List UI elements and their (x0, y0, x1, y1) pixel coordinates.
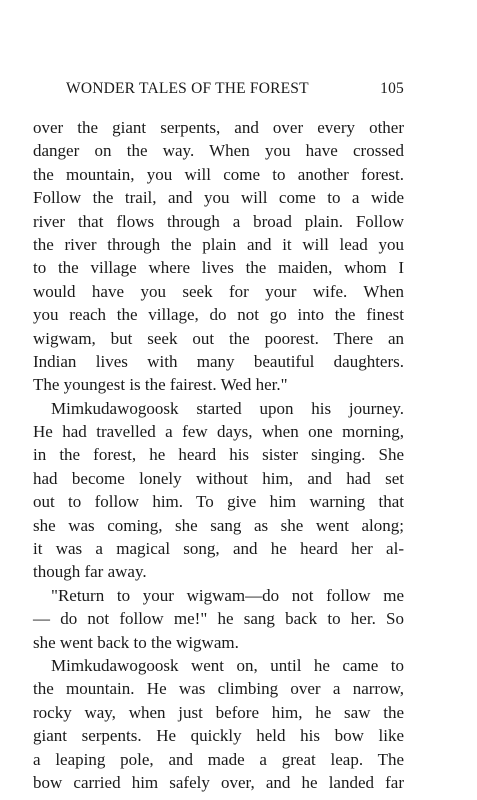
text-line: rocky way, when just before him, he saw the (33, 702, 404, 722)
text-line: bow carried him safely over, and he landed far (33, 772, 404, 792)
text-line: a leaping pole, and made a great leap. The (33, 749, 404, 769)
running-title: WONDER TALES OF THE FOREST (66, 80, 309, 97)
text-line: river that flows through a broad plain. Follow (33, 211, 404, 231)
text-line: over the giant serpents, and over every other (33, 118, 404, 137)
text-line: wigwam, but seek out the poorest. There an (33, 328, 404, 348)
text-line: Mimkudawogoosk went on, until he came to (51, 655, 404, 675)
text-line: the mountain. He was climbing over a narrow, (33, 679, 404, 699)
text-line: had become lonely without him, and had set (33, 468, 404, 488)
text-line: the mountain, you will come to another forest. (33, 164, 404, 184)
text-line: — do not follow me!" he sang back to her. So (33, 609, 404, 629)
text-line: it was a magical song, and he heard her al- (33, 539, 404, 559)
text-line: she went back to the wigwam. (33, 632, 239, 652)
text-line: Mimkudawogoosk started upon his journey. (51, 398, 404, 418)
text-line: would have you seek for your wife. When (33, 281, 404, 301)
text-line: out to follow him. To give him warning that (33, 492, 404, 512)
page-number: 105 (380, 80, 404, 97)
text-line: Indian lives with many beautiful daughters. (33, 351, 404, 371)
running-head (66, 80, 404, 100)
text-line: Follow the trail, and you will come to a wide (33, 188, 404, 208)
text-line: she was coming, she sang as she went along; (33, 515, 404, 535)
text-line: He had travelled a few days, when one morning, (33, 422, 404, 442)
text-line: giant serpents. He quickly held his bow like (33, 726, 404, 746)
text-line: in the forest, he heard his sister singing. She (33, 445, 404, 465)
text-line: danger on the way. When you have crossed (33, 141, 404, 161)
text-line: The youngest is the fairest. Wed her." (33, 375, 288, 395)
text-line: the river through the plain and it will lead you (33, 234, 404, 254)
text-line: you reach the village, do not go into the finest (33, 305, 404, 325)
text-line: to the village where lives the maiden, whom I (33, 258, 404, 278)
body-text (33, 116, 404, 794)
text-line: though far away. (33, 562, 147, 582)
text-line: "Return to your wigwam—do not follow me (51, 585, 404, 605)
